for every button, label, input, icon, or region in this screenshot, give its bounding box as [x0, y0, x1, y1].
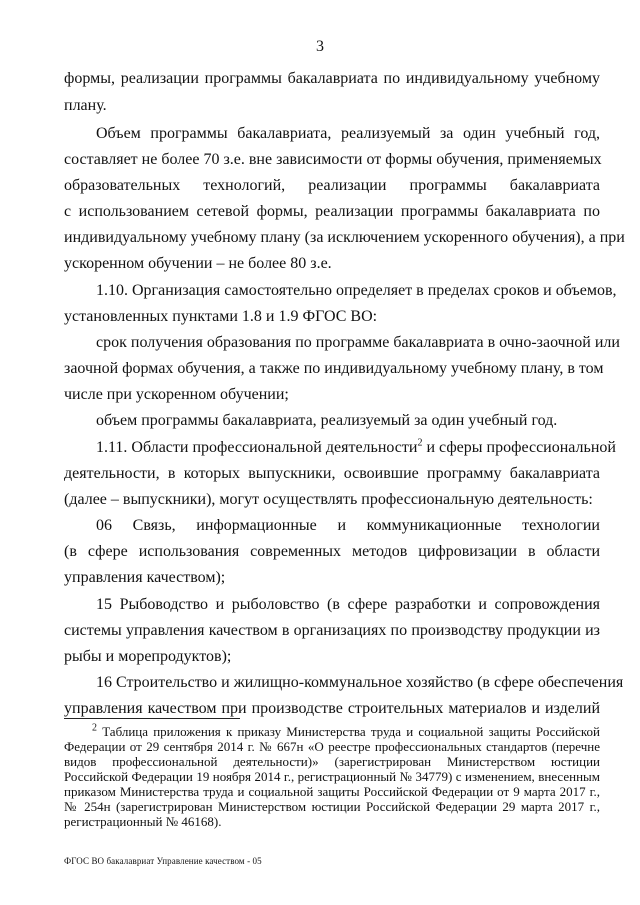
paragraph-line	[96, 437, 616, 457]
text-line: установленных пунктами 1.8 и 1.9 ФГОС ВО:	[64, 308, 378, 325]
text-line: (в сфере использования современных методов цифровизации в области	[64, 543, 600, 560]
text-line: рыбы и морепродуктов);	[64, 648, 232, 665]
text-line: составляет не более 70 з.е. вне зависимости от формы обучения, применяемых	[64, 151, 602, 168]
footnote-line: № 254н (зарегистрирован Министерством юстиции Российской Федерации 29 марта 2017 г.,	[64, 799, 600, 814]
text-line: деятельности, в которых выпускники, освоившие программу бакалавриата	[64, 465, 600, 482]
paragraph-line: объем программы бакалавриата, реализуемый за один учебный год.	[96, 412, 558, 429]
text-fragment: 1.11. Области профессиональной деятельности	[96, 439, 418, 456]
text-line: образовательных технологий, реализации программы бакалавриата	[64, 177, 600, 194]
page-number: 3	[316, 38, 324, 55]
paragraph-line: 15 Рыбоводство и рыболовство (в сфере разработки и сопровождения	[96, 596, 600, 613]
paragraph-line: срок получения образования по программе бакалавриата в очно-заочной или	[96, 334, 620, 351]
text-line: системы управления качеством в организациях по производству продукции из	[64, 622, 600, 639]
footnote-line: приказом Министерства труда и социальной защиты Российской Федерации от 9 марта 2017 г.,	[64, 784, 600, 799]
text-line: числе при ускоренном обучении;	[64, 386, 289, 403]
footnote-reference[interactable]: 2	[417, 437, 423, 449]
text-line: ускоренном обучении – не более 80 з.е.	[64, 255, 332, 272]
footnote-separator	[64, 718, 240, 719]
text-line: заочной формах обучения, а также по индивидуальному учебному плану, в том	[64, 360, 604, 377]
paragraph-line: 1.10. Организация самостоятельно определяет в пределах сроков и объемов,	[96, 282, 617, 299]
footnote-marker: 2	[92, 722, 97, 734]
text-line: с использованием сетевой формы, реализации программы бакалавриата по	[64, 203, 600, 220]
text-line: плану.	[64, 97, 107, 114]
text-line: управления качеством при производстве строительных материалов и изделий	[64, 700, 600, 717]
footnote-line: регистрационный № 46168).	[64, 814, 222, 829]
paragraph-line: 16 Строительство и жилищно-коммунальное хозяйство (в сфере обеспечения	[96, 674, 624, 691]
text-line: формы, реализации программы бакалавриата по индивидуальному учебному	[64, 70, 600, 87]
footnote-text: Таблица приложения к приказу Министерства труда и социальной защиты Российской	[102, 724, 600, 739]
footnote-line	[92, 724, 600, 739]
text-line: (далее – выпускники), могут осуществлять профессиональную деятельность:	[64, 491, 593, 508]
text-fragment: и сферы профессиональной	[426, 439, 616, 456]
footnote-line: Федерации от 29 сентября 2014 г. № 667н «О реестре профессиональных стандартов (перечне	[64, 739, 600, 754]
footnote-line: видов профессиональной деятельности)» (зарегистрирован Министерством юстиции	[64, 754, 600, 769]
paragraph-line: Объем программы бакалавриата, реализуемый за один учебный год,	[96, 125, 600, 142]
text-line: управления качеством);	[64, 569, 226, 586]
paragraph-line: 06 Связь, информационные и коммуникационные технологии	[96, 517, 600, 534]
text-line: индивидуальному учебному плану (за исключением ускоренного обучения), а при	[64, 229, 625, 246]
document-footer: ФГОС ВО бакалавриат Управление качеством - 05	[64, 856, 262, 866]
footnote-line: Российской Федерации 19 ноября 2014 г., регистрационный № 34779) с изменением, внесенным	[64, 769, 600, 784]
